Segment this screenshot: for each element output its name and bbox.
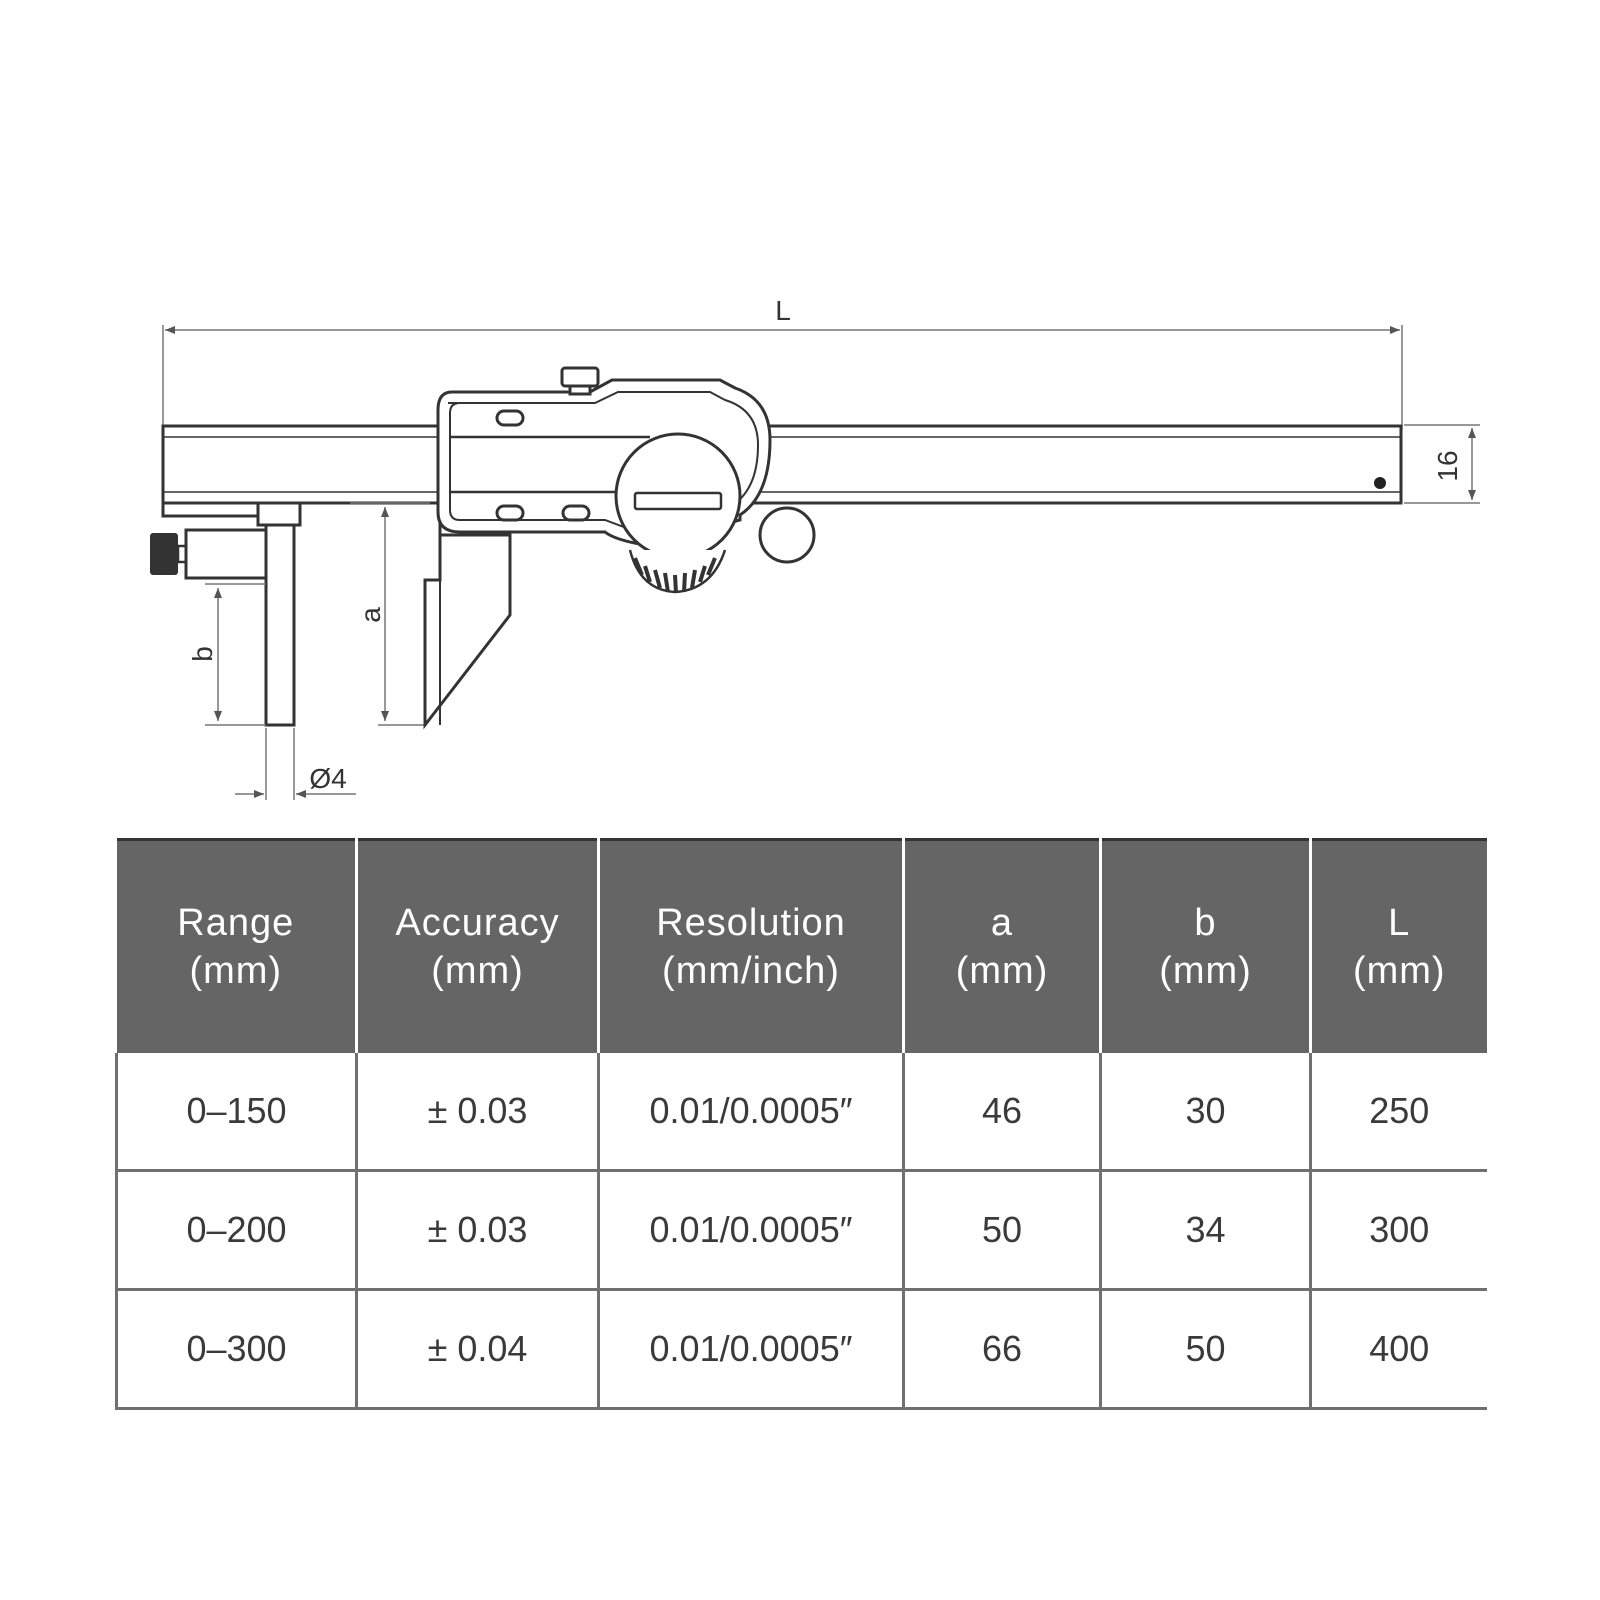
cell-range: 0–200 <box>117 1171 357 1290</box>
header-b <box>1101 840 1311 1054</box>
header-L <box>1311 840 1487 1054</box>
header-resolution-unit: (mm/inch) <box>662 950 840 992</box>
header-range-unit: (mm) <box>189 950 283 992</box>
beam-end-hole <box>1374 477 1386 489</box>
header-accuracy-unit: (mm) <box>431 950 524 992</box>
dimension-L <box>163 325 1402 430</box>
table-row <box>117 1290 1487 1409</box>
fixed-jaw <box>163 503 300 525</box>
dimension-L-label: L <box>775 295 791 326</box>
cell-accuracy: ± 0.03 <box>357 1171 599 1290</box>
cell-a: 50 <box>904 1171 1101 1290</box>
cell-range: 0–300 <box>117 1290 357 1409</box>
dimension-thickness-label: 16 <box>1432 450 1463 482</box>
cell-resolution: 0.01/0.0005″ <box>599 1290 904 1409</box>
header-L-unit: (mm) <box>1352 950 1446 992</box>
header-range-title: Range <box>177 902 295 944</box>
cell-accuracy: ± 0.03 <box>357 1053 599 1171</box>
dimension-a-label: a <box>355 607 386 623</box>
header-b-title: b <box>1194 902 1217 944</box>
thumb-roller <box>760 508 814 562</box>
header-accuracy-title: Accuracy <box>395 902 560 944</box>
cell-resolution: 0.01/0.0005″ <box>599 1171 904 1290</box>
caliper-beam <box>163 426 1401 503</box>
header-range <box>117 840 357 1054</box>
dimension-diameter-label: Ø4 <box>309 763 347 794</box>
header-accuracy <box>357 840 599 1054</box>
sliding-jaw <box>425 503 510 725</box>
cell-accuracy: ± 0.04 <box>357 1290 599 1409</box>
header-a <box>904 840 1101 1054</box>
dial <box>616 434 740 558</box>
cell-b: 30 <box>1101 1053 1311 1171</box>
cell-b: 34 <box>1101 1171 1311 1290</box>
table-row <box>117 1053 1487 1171</box>
header-resolution <box>599 840 904 1054</box>
table-row <box>117 1171 1487 1290</box>
cell-resolution: 0.01/0.0005″ <box>599 1053 904 1171</box>
fine-adjust-wheel <box>630 550 725 593</box>
cell-a: 46 <box>904 1053 1101 1171</box>
header-L-title: L <box>1388 902 1411 944</box>
cell-b: 50 <box>1101 1290 1311 1409</box>
header-a-title: a <box>990 902 1014 944</box>
header-a-unit: (mm) <box>955 950 1049 992</box>
pin-jaw <box>266 525 294 725</box>
dimension-b-label: b <box>187 646 218 662</box>
cell-L: 300 <box>1311 1171 1487 1290</box>
header-resolution-title: Resolution <box>656 902 846 944</box>
specification-table <box>115 838 1487 1410</box>
header-b-unit: (mm) <box>1159 950 1252 992</box>
cell-range: 0–150 <box>117 1053 357 1171</box>
cell-a: 66 <box>904 1290 1101 1409</box>
table-header-row <box>117 840 1487 1054</box>
cell-L: 250 <box>1311 1053 1487 1171</box>
cell-L: 400 <box>1311 1290 1487 1409</box>
